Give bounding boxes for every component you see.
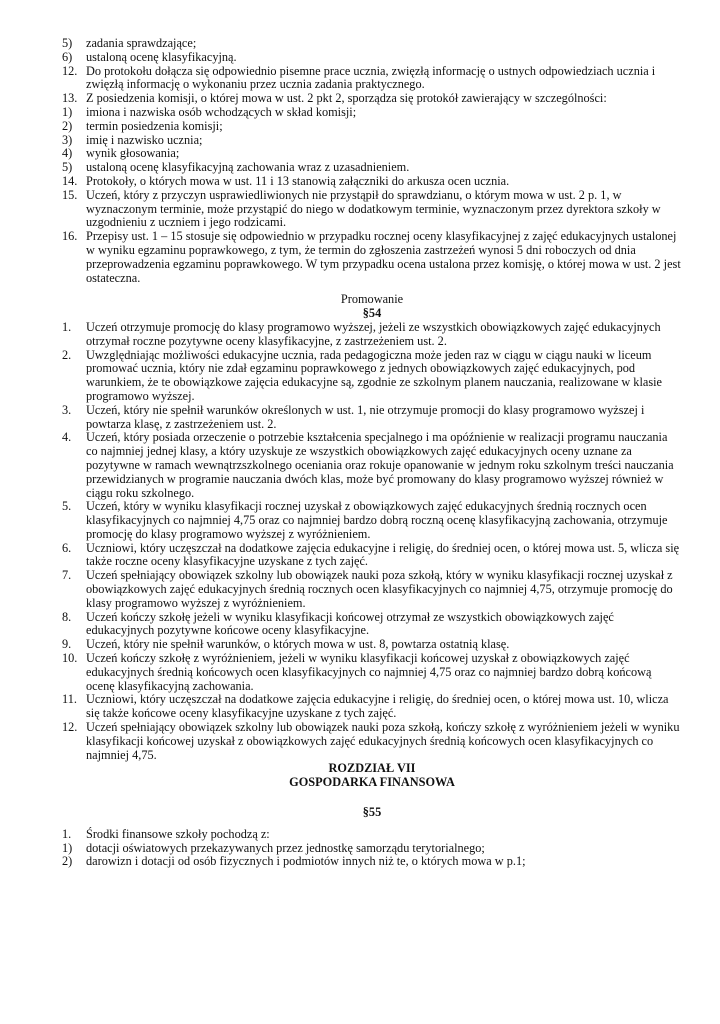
list-item-number: 2) [62,118,73,133]
list-item-text: Uczniowi, który uczęszczał na dodatkowe zajęcia edukacyjne i religię, do średniej ocen, o której mowa ust. 5, wlicza się także roczne oceny klasyfikacyjne uzyskane z tych zajęć. [86,540,680,569]
list-item [62,189,682,230]
list-item-text: imiona i nazwiska osób wchodzących w skład komisji; [86,104,357,119]
list-item-number: 3. [62,402,72,417]
list-item-number: 11. [62,692,77,707]
list-item-text: darowizn i dotacji od osób fizycznych i podmiotów innych niż te, o których mowa w p.1; [86,854,526,869]
list-item [62,842,682,856]
list-item-text: Uczeń kończy szkołę jeżeli w wyniku klasyfikacji końcowej otrzymał ze wszystkich obowiązkowych zajęć edukacyjnych pozytywne końcowe oceny klasyfikacyjne. [86,609,614,638]
list-item-number: 2) [62,854,73,869]
chapter-subtitle: GOSPODARKA FINANSOWA [289,775,455,790]
list-item [62,828,682,842]
list-item-text: Z posiedzenia komisji, o której mowa w ust. 2 pkt 2, sporządza się protokół zawierający w szczególności: [86,91,607,106]
list-item [62,321,682,349]
list-item-number: 5. [62,499,72,514]
list-item-number: 5) [62,160,73,175]
list-item [62,120,682,134]
list-item-text: Uczeń, który nie spełnił warunków określonych w ust. 1, nie otrzymuje promocji do klasy programowo wyższej i powtarza klasę, z zastrzeżeniem ust. 2. [86,402,645,431]
list-item-number: 13. [62,91,78,106]
list-item-text: Uczeń spełniający obowiązek szkolny lub obowiązek nauki poza szkołą, który w wyniku klasyfikacji rocznej uzyskał z obowiązkowych zajęć edukacyjnych średnią rocznych ocen klasyfikacyjnych co najmniej 4,75, otrzymuje promocję do klasy programowo wyższej z wyróżnieniem. [86,568,673,610]
list-item-text: Uczniowi, który uczęszczał na dodatkowe zajęcia edukacyjne i religię, do średniej ocen, o której mowa ust. 10, wlicza się także końcowe oceny klasyfikacyjne uzyskane z tych zajęć. [86,692,669,721]
list-item-number: 3) [62,132,73,147]
list-item-text: ustaloną ocenę klasyfikacyjną. [86,49,237,64]
list-item [62,611,682,639]
list-item-text: Uwzględniając możliwości edukacyjne ucznia, rada pedagogiczna może jeden raz w ciągu w ciągu nauki w liceum promować ucznia, który nie zdał egzaminu poprawkowego z jednych obowiązkowych zajęć edukacyjnych, pod warunkiem, że te obowiązkowe zajęcia edukacyjne są, zgodnie ze szkolnym planem nauczania, realizowane w klasie programowo wyższej. [86,347,662,403]
list-item-text: Uczeń kończy szkołę z wyróżnieniem, jeżeli w wyniku klasyfikacji końcowej uzyskał z obowiązkowych zajęć edukacyjnych średnią końcowych ocen klasyfikacyjnych co najmniej 4,75 oraz co najmniej bardzo dobrą końcową ocenę klasyfikacyjną zachowania. [86,651,652,693]
chapter-title: ROZDZIAŁ VII [328,761,416,776]
list-item-number: 14. [62,173,78,188]
list-item [62,147,682,161]
list-item-text: Przepisy ust. 1 – 15 stosuje się odpowiednio w przypadku rocznej oceny klasyfikacyjnej z zajęć edukacyjnych ustalonej w wyniku egzaminu poprawkowego, z tym, że termin do zgłoszenia zastrzeżeń wynosi 5 dni roboczych od dnia przeprowadzenia egzaminu poprawkowego. W tym przypadku ocena ustalona przez komisję, o której mowa w ust. 2 jest ostateczna. [86,229,681,285]
list-item-text: Uczeń, który nie spełnił warunków, o których mowa w ust. 8, powtarza ostatnią klasę. [86,637,510,652]
list-item-text: Uczeń spełniający obowiązek szkolny lub obowiązek nauki poza szkołą, kończy szkołę z wyróżnieniem jeżeli w wyniku klasyfikacji końcowej uzyskał z obowiązkowych zajęć edukacyjnych średnią końcowych ocen klasyfikacyjnych co najmniej 4,75. [86,720,680,762]
list-item [62,500,682,541]
list-item-number: 7. [62,568,72,583]
list-item-number: 6) [62,49,73,64]
heading-promowanie: Promowanie [340,292,404,307]
list-item-text: zadania sprawdzające; [86,36,197,50]
section-number-55: §55 [362,805,382,820]
list-item-number: 1) [62,840,73,855]
list-item-text: ustaloną ocenę klasyfikacyjną zachowania wraz z uzasadnieniem. [86,160,410,175]
list-item [62,65,682,93]
list-item [62,175,682,189]
list-item-number: 1. [62,826,72,841]
list-item-number: 4. [62,430,72,445]
list-item [62,569,682,610]
list-section-protocol [62,37,682,285]
list-item-number: 2. [62,347,72,362]
list-item-text: wynik głosowania; [86,146,180,161]
list-item-text: termin posiedzenia komisji; [86,118,223,133]
list-item-number: 12. [62,63,78,78]
list-item-number: 4) [62,146,73,161]
list-item-text: Do protokołu dołącza się odpowiednio pisemne prace ucznia, zwięzłą informację o ustnych odpowiedziach ucznia i zwięzłą informację o wykonaniu przez ucznia zadania praktycznego. [86,63,656,92]
list-item [62,404,682,432]
list-item [62,51,682,65]
list-item-text: Protokoły, o których mowa w ust. 11 i 13 stanowią załączniki do arkusza ocen ucznia. [86,173,510,188]
list-item [62,431,682,500]
list-item-number: 1. [62,319,72,334]
list-item [62,542,682,570]
list-item [62,134,682,148]
list-section-finance [62,828,682,869]
list-item [62,37,682,51]
list-item [62,721,682,762]
list-item [62,638,682,652]
list-item-text: Uczeń otrzymuje promocję do klasy programowo wyższej, jeżeli ze wszystkich obowiązkowych zajęć edukacyjnych otrzymał roczne pozytywne oceny klasyfikacyjne, z zastrzeżeniem ust. 2. [86,319,661,348]
list-item [62,92,682,106]
list-item-number: 12. [62,720,78,735]
list-section-promotion [62,321,682,763]
list-item [62,855,682,869]
list-item [62,230,682,285]
list-item-number: 8. [62,609,72,624]
list-item [62,349,682,404]
list-item-number: 16. [62,229,78,244]
list-item-number: 15. [62,187,78,202]
list-item-text: Uczeń, który posiada orzeczenie o potrzebie kształcenia specjalnego i ma opóźnienie w realizacji programu nauczania co najmniej jednej klasy, a który uzyskuje ze wszystkich obowiązkowych zajęć edukacyjnych oceny uznane za pozytywne w ramach wewnątrzszkolnego oceniania oraz rokuje opanowanie w jednym roku szkolnym treści nauczania przewidzianych w programie nauczania dwóch klas, może być promowany do klasy programowo wyższej również w ciągu roku szkolnego. [86,430,674,500]
list-item-number: 9. [62,637,72,652]
list-item-text: Uczeń, który w wyniku klasyfikacji rocznej uzyskał z obowiązkowych zajęć edukacyjnych średnią rocznych ocen klasyfikacyjnych co najmniej 4,75 oraz co najmniej bardzo dobrą roczną ocenę klasyfikacyjną zachowania, otrzymuje promocję do klasy programowo wyższej z wyróżnieniem. [86,499,668,541]
list-item-number: 1) [62,104,73,119]
list-item-number: 10. [62,651,78,666]
list-item [62,652,682,693]
list-item-text: Uczeń, który z przyczyn usprawiedliwionych nie przystąpił do sprawdzianu, o którym mowa w ust. 2 p. 1, w wyznaczonym terminie, może przystąpić do niego w dodatkowym terminie, wyznaczonym przez dyrektora szkoły w uzgodnieniu z uczniem i jego rodzicami. [86,187,661,230]
list-item-number: 5) [62,36,73,50]
section-number-54: §54 [362,306,382,321]
list-item-text: imię i nazwisko ucznia; [86,132,203,147]
list-item [62,693,682,721]
list-item-number: 6. [62,540,72,555]
list-item [62,161,682,175]
list-item-text: Środki finansowe szkoły pochodzą z: [86,826,270,841]
list-item [62,106,682,120]
list-item-text: dotacji oświatowych przekazywanych przez jednostkę samorządu terytorialnego; [86,840,485,855]
